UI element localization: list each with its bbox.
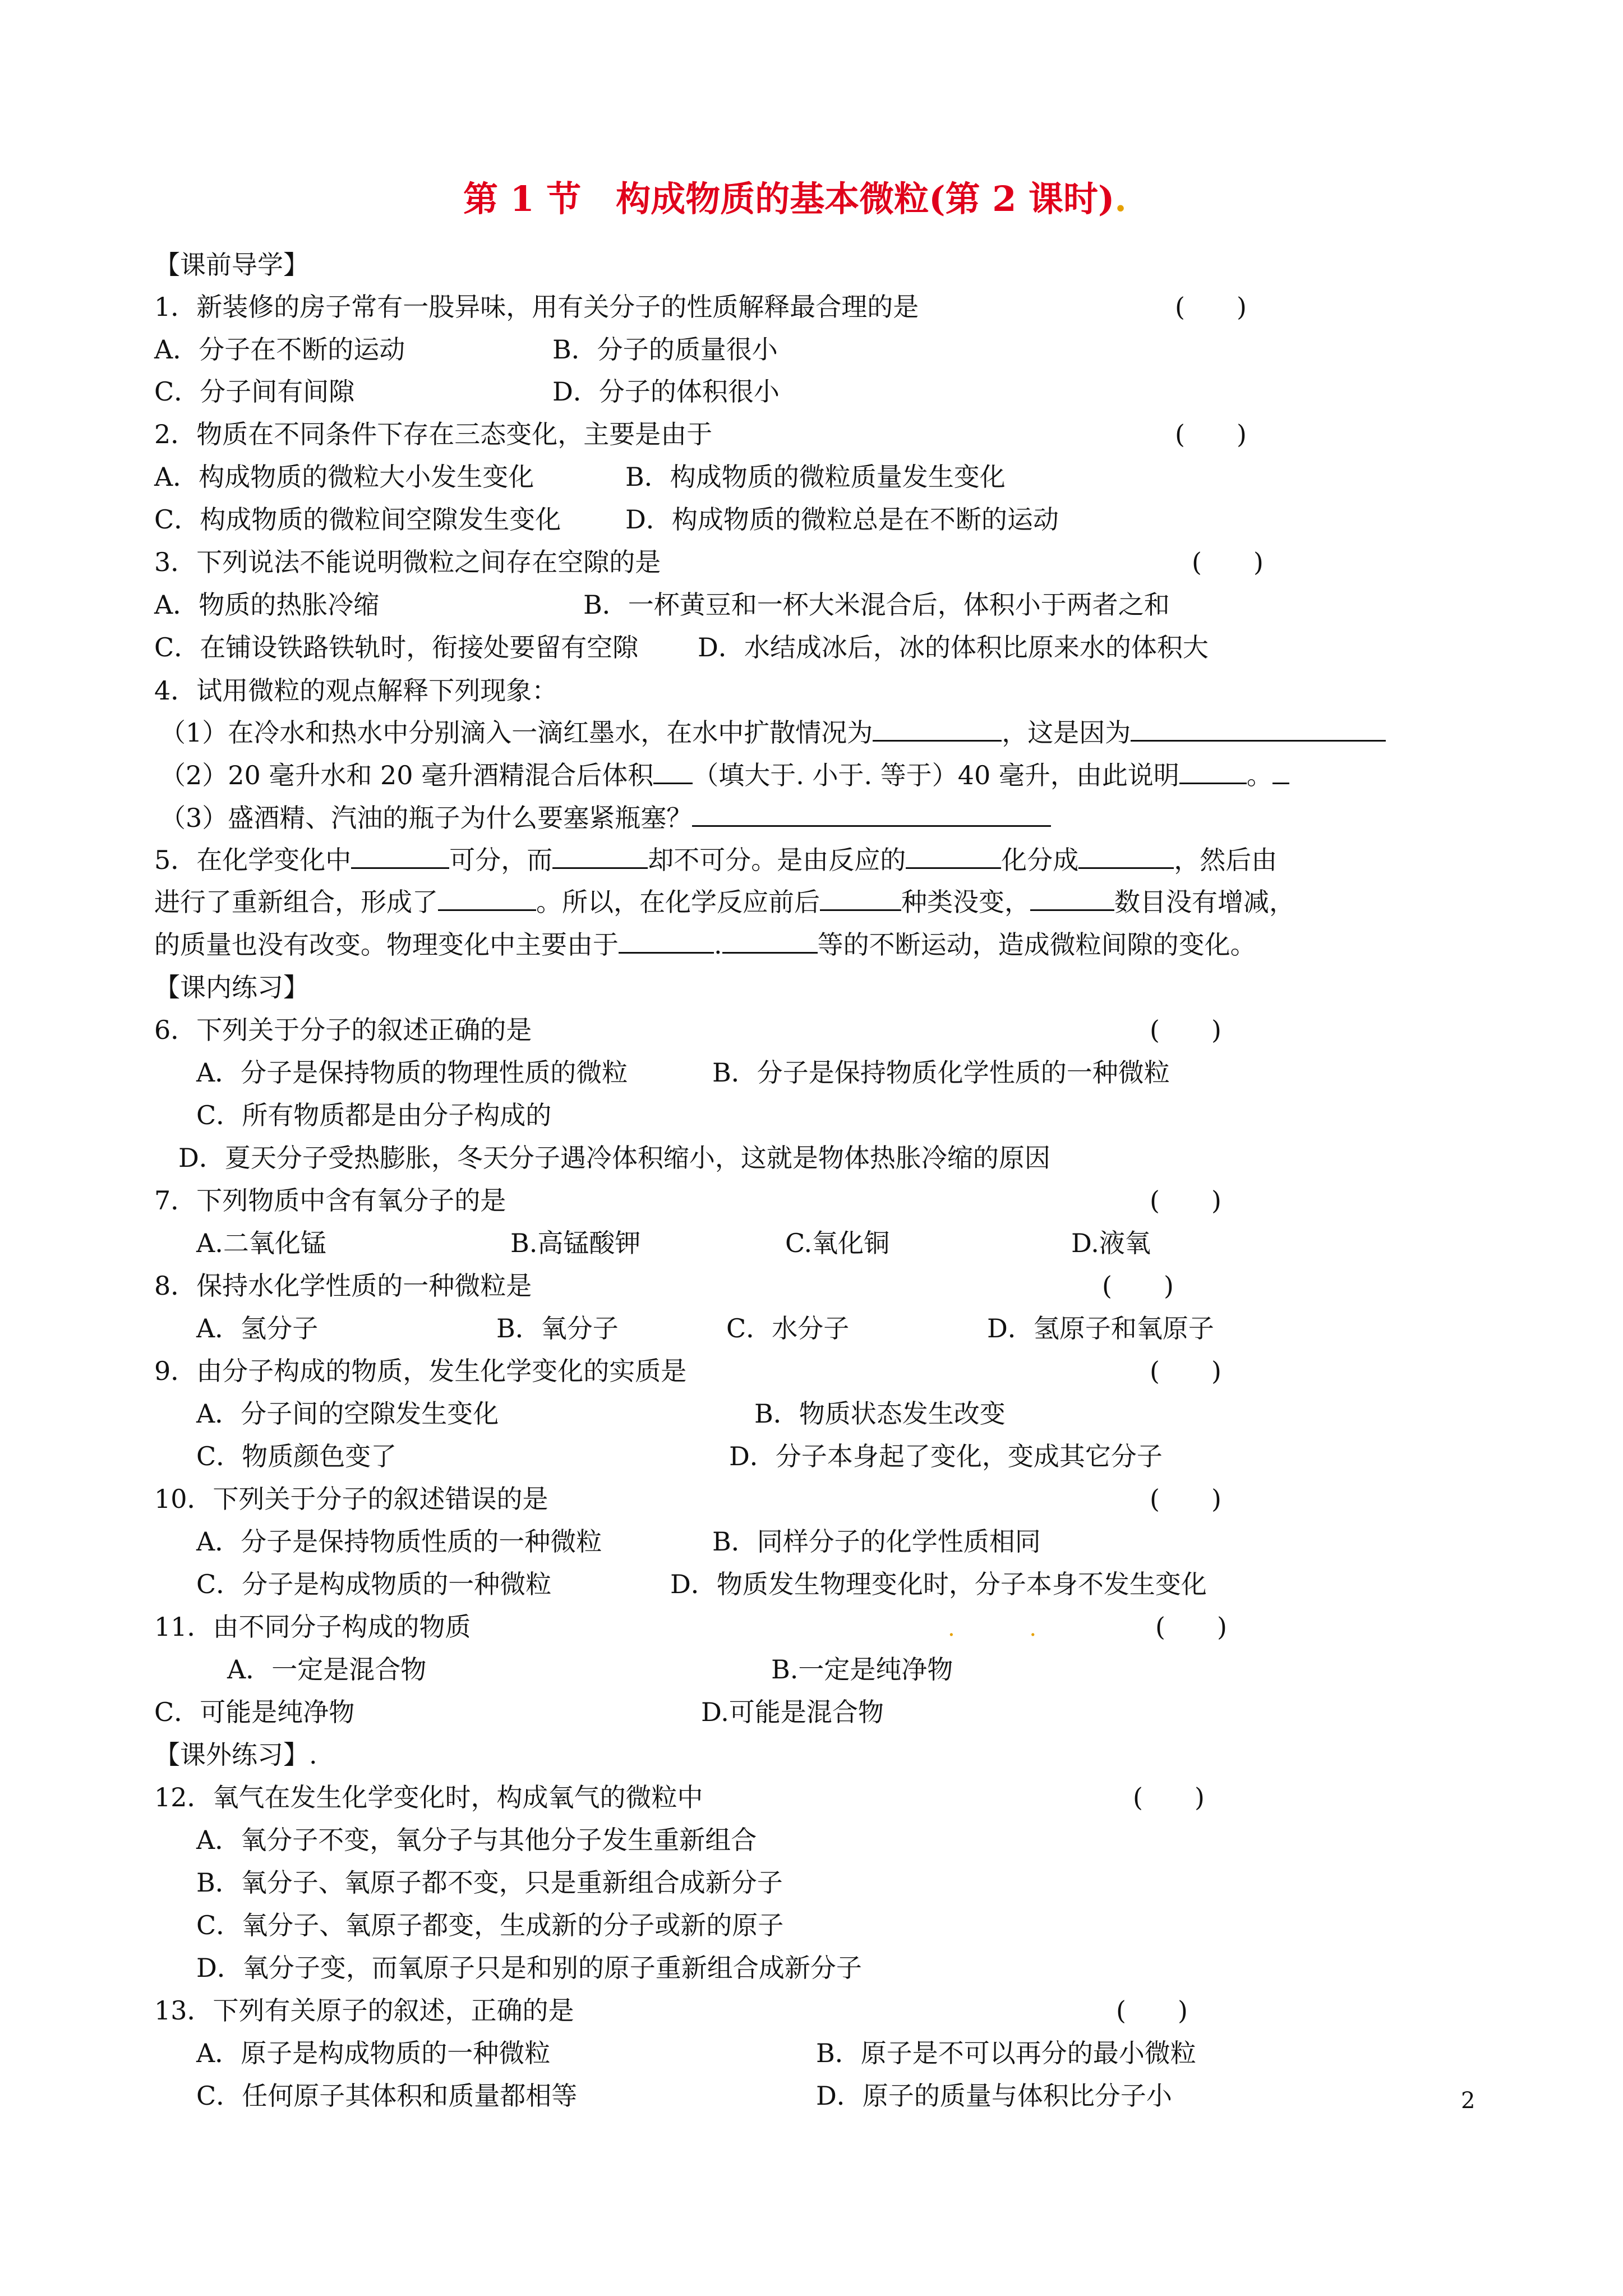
q11-option-c: C．可能是纯净物: [154, 1697, 355, 1727]
q11-option-a: A．一定是混合物: [227, 1654, 427, 1685]
q6-option-c: C．所有物质都是由分子构成的: [196, 1100, 552, 1130]
blank-field[interactable]: [1179, 760, 1247, 784]
q1-option-a: A．分子在不断的运动: [154, 334, 405, 365]
q7-option-b: B.高锰酸钾: [510, 1228, 641, 1258]
blank-field[interactable]: [1078, 845, 1174, 869]
q10-option-a: A．分子是保持物质性质的一种微粒: [196, 1526, 602, 1557]
q12-option-b: B．氧分子、氧原子都不变，只是重新组合成新分子: [196, 1867, 783, 1898]
q10-option-d: D．物质发生物理变化时，分子本身不发生变化: [670, 1569, 1207, 1599]
q3-option-b: B．一杯黄豆和一杯大米混合后，体积小于两者之和: [583, 590, 1170, 620]
answer-paren-6: ( ): [1150, 1015, 1221, 1045]
blank-field[interactable]: [906, 845, 1001, 869]
answer-paren-10: ( ): [1150, 1484, 1221, 1514]
q6-option-d: D．夏天分子受热膨胀，冬天分子遇冷体积缩小，这就是物体热胀冷缩的原因: [178, 1143, 1050, 1173]
blank-field[interactable]: [438, 887, 536, 911]
section-heading-in: 【课内练习】: [154, 972, 309, 1002]
answer-paren-8: ( ): [1102, 1271, 1174, 1301]
question-9: 9．由分子构成的物质，发生化学变化的实质是: [154, 1356, 687, 1386]
question-1: 1．新装修的房子常有一股异味，用有关分子的性质解释最合理的是: [154, 292, 919, 322]
q2-option-b: B．构成物质的微粒质量发生变化: [625, 462, 1006, 492]
blank-field[interactable]: [820, 887, 901, 911]
q8-option-d: D．氢原子和氧原子: [987, 1313, 1214, 1343]
blank-field[interactable]: [552, 845, 648, 869]
question-4: 4．试用微粒的观点解释下列现象：: [154, 675, 558, 706]
answer-paren-2: ( ): [1175, 419, 1247, 449]
q13-option-c: C．任何原子其体积和质量都相等: [196, 2081, 578, 2111]
q13-option-b: B．原子是不可以再分的最小微粒: [816, 2038, 1196, 2068]
question-11: 11．由不同分子构成的物质: [154, 1612, 471, 1642]
answer-paren-12: ( ): [1133, 1782, 1205, 1812]
q8-option-b: B．氧分子: [496, 1313, 619, 1343]
question-5-line-2: 进行了重新组合，形成了 。所以，在化学反应前后 种类没变， 数目没有增减，: [154, 887, 1295, 917]
question-5-line-1: 5．在化学变化中 可分，而 却不可分。是由反应的 化分成 ，然后由: [154, 845, 1278, 875]
blank-field[interactable]: [692, 803, 1051, 827]
answer-paren-3: ( ): [1192, 547, 1264, 577]
q10-option-c: C．分子是构成物质的一种微粒: [196, 1569, 552, 1599]
q12-option-a: A．氧分子不变，氧分子与其他分子发生重新组合: [196, 1825, 757, 1855]
q10-option-b: B．同样分子的化学性质相同: [712, 1526, 1041, 1557]
answer-paren-13: ( ): [1116, 1995, 1188, 2026]
q1-option-c: C．分子间有间隙: [154, 376, 355, 407]
q8-option-a: A．氢分子: [196, 1313, 319, 1343]
q1-option-d: D．分子的体积很小: [552, 376, 780, 407]
question-12: 12．氧气在发生化学变化时，构成氧气的微粒中: [154, 1782, 703, 1812]
blank-field[interactable]: [351, 845, 449, 869]
page-number: 2: [1461, 2088, 1476, 2114]
question-3: 3．下列说法不能说明微粒之间存在空隙的是: [154, 547, 661, 577]
answer-paren-1: ( ): [1175, 292, 1247, 322]
blank-field[interactable]: [722, 930, 818, 954]
q3-option-d: D．水结成冰后，冰的体积比原来水的体积大: [698, 632, 1209, 662]
q4-part-2: （2）20 毫升水和 20 毫升酒精混合后体积 （填大于. 小于. 等于）40 毫升，由此说明 。: [160, 760, 1289, 791]
q13-option-d: D．原子的质量与体积比分子小: [816, 2081, 1172, 2111]
q7-option-a: A.二氧化锰: [196, 1228, 326, 1258]
q13-option-a: A．原子是构成物质的一种微粒: [196, 2038, 551, 2068]
q7-option-d: D.液氧: [1071, 1228, 1151, 1258]
question-8: 8．保持水化学性质的一种微粒是: [154, 1271, 532, 1301]
q12-option-c: C．氧分子、氧原子都变，生成新的分子或新的原子: [196, 1910, 784, 1940]
blank-field[interactable]: [619, 930, 714, 954]
q4-part-1: （1）在冷水和热水中分别滴入一滴红墨水，在水中扩散情况为 ，这是因为: [160, 717, 1386, 748]
q4-part-3: （3）盛酒精、汽油的瓶子为什么要塞紧瓶塞？: [160, 802, 1051, 834]
q2-option-d: D．构成物质的微粒总是在不断的运动: [625, 504, 1059, 535]
question-10: 10．下列关于分子的叙述错误的是: [154, 1484, 548, 1514]
answer-paren-9: ( ): [1150, 1356, 1221, 1386]
title-dot: .: [1114, 178, 1127, 219]
q9-option-d: D．分子本身起了变化，变成其它分子: [729, 1441, 1163, 1471]
blank-field[interactable]: [1030, 887, 1114, 911]
blank-field[interactable]: [653, 760, 693, 784]
q3-option-c: C．在铺设铁路铁轨时，衔接处要留有空隙: [154, 632, 639, 662]
blank-field[interactable]: [1131, 717, 1386, 742]
answer-paren-11: ( ): [1155, 1612, 1227, 1642]
q1-option-b: B．分子的质量很小: [552, 334, 778, 365]
q2-option-c: C．构成物质的微粒间空隙发生变化: [154, 504, 561, 535]
question-2: 2．物质在不同条件下存在三态变化，主要是由于: [154, 419, 713, 449]
page-title: 第 1 节 构成物质的基本微粒(第 2 课时).: [463, 178, 1127, 219]
q6-option-b: B．分子是保持物质化学性质的一种微粒: [712, 1057, 1170, 1088]
section-heading-out: 【课外练习】.: [154, 1740, 317, 1770]
section-heading-pre: 【课前导学】: [154, 250, 309, 280]
q6-option-a: A．分子是保持物质的物理性质的微粒: [196, 1057, 628, 1088]
blank-field[interactable]: [873, 717, 1002, 742]
q9-option-a: A．分子间的空隙发生变化: [196, 1398, 499, 1429]
question-6: 6．下列关于分子的叙述正确的是: [154, 1015, 532, 1045]
question-13: 13．下列有关原子的叙述，正确的是: [154, 1995, 574, 2026]
q2-option-a: A．构成物质的微粒大小发生变化: [154, 462, 534, 492]
q3-option-a: A．物质的热胀冷缩: [154, 590, 380, 620]
stray-marks: . .: [948, 1616, 1071, 1641]
answer-paren-7: ( ): [1150, 1185, 1221, 1216]
question-7: 7．下列物质中含有氧分子的是: [154, 1185, 506, 1216]
q9-option-b: B．物质状态发生改变: [754, 1398, 1006, 1429]
q12-option-d: D．氧分子变，而氧原子只是和别的原子重新组合成新分子: [196, 1953, 862, 1983]
q7-option-c: C.氧化铜: [785, 1228, 890, 1258]
q11-option-d: D.可能是混合物: [701, 1697, 884, 1727]
question-5-line-3: 的质量也没有改变。物理变化中主要由于 . 等的不断运动，造成微粒间隙的变化。: [154, 930, 1256, 960]
q9-option-c: C．物质颜色变了: [196, 1441, 397, 1471]
q8-option-c: C．水分子: [726, 1313, 850, 1343]
q11-option-b: B.一定是纯净物: [771, 1654, 953, 1685]
blank-field[interactable]: [1272, 760, 1289, 784]
